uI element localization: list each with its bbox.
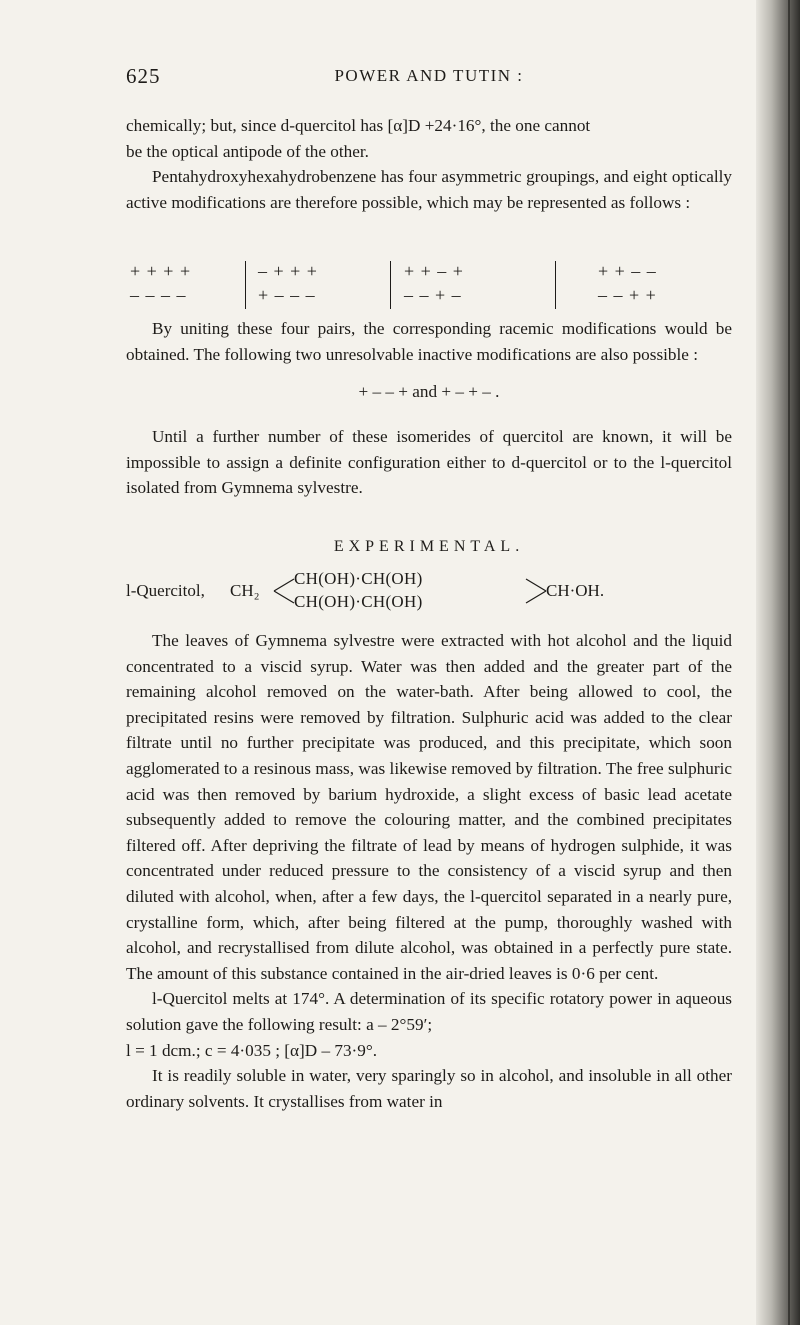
sign-group xyxy=(258,259,318,311)
formula-label: l-Quercitol, xyxy=(126,581,205,600)
paragraph-block-4 xyxy=(126,628,732,1114)
page-edge-shadow xyxy=(756,0,800,1325)
table-divider xyxy=(555,261,556,309)
binding-line xyxy=(788,0,790,1325)
paragraph-block-2 xyxy=(126,316,732,367)
formula-lower-chain: CH(OH)·CH(OH) xyxy=(294,592,423,611)
para4: Until a further number of these isomerides of quercitol are known, it will be impossible to assign a definite configuration either to d-quercitol or to the l-quercitol isolated from Gymnema sylvestre. xyxy=(126,427,732,498)
para2: Pentahydroxyhexahydrobenzene has four asymmetric groupings, and eight optically active modifications are therefore possible, which may be represented as follows : xyxy=(126,167,732,212)
sign-group xyxy=(598,259,657,311)
para3: By uniting these four pairs, the corresponding racemic modifications would be obtained. The following two unresolvable inactive modifications are also possible : xyxy=(126,319,732,364)
page-header xyxy=(126,64,732,88)
para6-line1: l-Quercitol melts at 174°. A determination of its specific rotatory power in aqueous solution gave the following result: a – 2°59′; xyxy=(126,989,732,1034)
sign-group-top: + + – + xyxy=(404,261,464,281)
sign-group-bottom: – – + + xyxy=(598,285,657,305)
para1-line1: chemically; but, since d-quercitol has [α]D +24·16°, the one cannot xyxy=(126,116,591,135)
sign-configuration-table xyxy=(126,259,732,311)
structural-formula xyxy=(126,566,732,616)
sign-group-bottom: – – – – xyxy=(130,285,187,305)
inactive-modifications-line: + – – + and + – + – . xyxy=(358,382,500,401)
formula-upper-chain: CH(OH)·CH(OH) xyxy=(294,569,423,588)
formula-bonds xyxy=(126,566,732,616)
sign-group xyxy=(130,259,191,311)
sign-group xyxy=(404,259,464,311)
sign-group-bottom: – – + – xyxy=(404,285,462,305)
para5: The leaves of Gymnema sylvestre were extracted with hot alcohol and the liquid concentrated to a viscid syrup. Water was then added and the greater part of the remaining alcohol removed on the water-bath. After being allowed to cool, the precipitated resins were removed by filtration. Sulphuric acid was added to the clear filtrate until no further precipitate was produced, and this precipitate, which soon agglomerated to a resinous mass, was likewise removed by filtration. The free sulphuric acid was then removed by barium hydroxide, a slight excess of basic lead acetate subsequently added to remove the colouring matter, and the combined precipitates filtered off. After depriving the filtrate of lead by means of hydrogen sulphide, it was concentrated under reduced pressure to the consistency of a viscid syrup and then diluted with alcohol, when, after a few days, the l-quercitol separated in a nearly pure, crystalline form, which, after being filtered at the pump, thoroughly washed with alcohol, and recrystallised from dilute alcohol, was obtained in a perfectly pure state. The amount of this substance contained in the air-dried leaves is 0·6 per cent. xyxy=(126,631,732,983)
para7: It is readily soluble in water, very sparingly so in alcohol, and insoluble in all other ordinary solvents. It crystallises from water in xyxy=(126,1066,732,1111)
sign-group-top: + + + + xyxy=(130,261,192,281)
running-title: POWER AND TUTIN : xyxy=(334,66,524,85)
table-divider xyxy=(390,261,391,309)
formula-left-group: CH₂ xyxy=(230,581,260,600)
sign-group-top: + + – – xyxy=(598,261,657,281)
para6-line2: l = 1 dcm.; c = 4·035 ; [α]D – 73·9°. xyxy=(126,1040,378,1060)
section-heading: EXPERIMENTAL. xyxy=(333,538,525,555)
table-divider xyxy=(245,261,246,309)
page-number: 625 xyxy=(126,64,161,88)
paragraph-block-1 xyxy=(126,113,732,215)
formula-right-group: CH·OH. xyxy=(546,581,605,600)
paragraph-block-3 xyxy=(126,424,732,501)
sign-group-top: – + + + xyxy=(258,261,318,281)
para1-line2: be the optical antipode of the other. xyxy=(126,141,369,161)
sign-group-bottom: + – – – xyxy=(258,285,316,305)
